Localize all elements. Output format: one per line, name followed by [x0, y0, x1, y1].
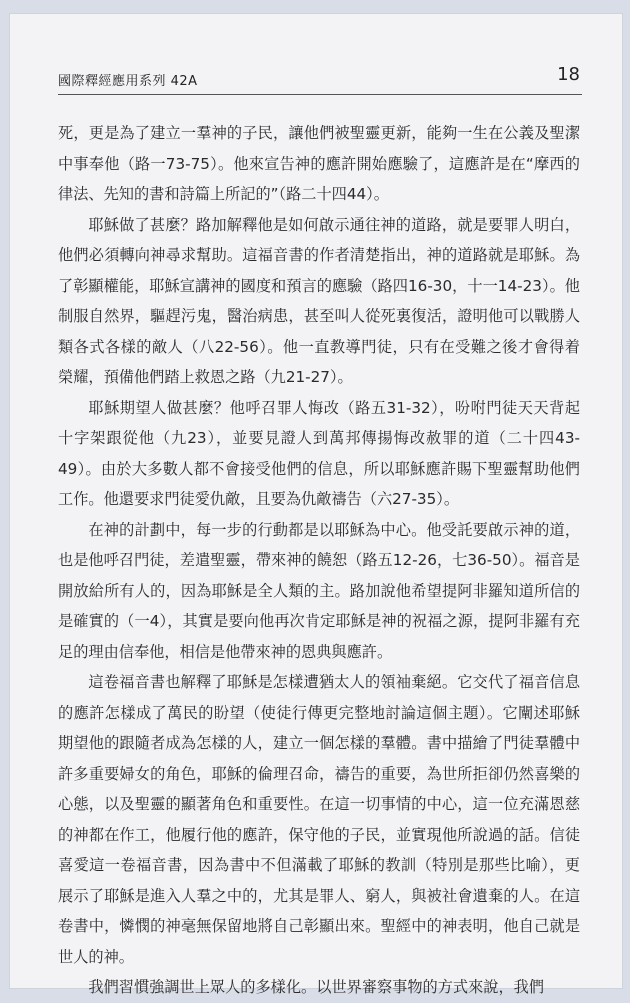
- header-rule: [58, 94, 582, 95]
- paragraph: 在神的計劃中，每一步的行動都是以耶穌為中心。他受託要啟示神的道，也是他呼召門徒，差遣聖靈，帶來神的饒恕（路五12-26，七36-50）。福音是開放給所有人的，因為耶穌是全人類的主。路加說他希望提阿非羅知道所信的是確實的（一4），其實是要向他再次肯定耶穌是神的祝福之源，提阿非羅有充足的理由信奉他，相信是他帶來神的恩典與應許。: [58, 520, 580, 661]
- book-page: [10, 14, 622, 996]
- paragraph: 耶穌做了甚麼？路加解釋他是如何啟示通往神的道路，就是要罪人明白，他們必須轉向神尋求幫助。這福音書的作者清楚指出，神的道路就是耶穌。為了彰顯權能，耶穌宣講神的國度和預言的應驗（路四16-30，十一14-23）。他制服自然界，驅趕污鬼，醫治病患，甚至叫人從死裏復活，證明他可以戰勝人類各式各樣的敵人（八22-56）。他一直教導門徒，只有在受難之後才會得着榮耀，預備他們踏上救恩之路（九21-27）。: [58, 215, 580, 386]
- page-number: 18: [557, 64, 580, 85]
- body-text: [58, 118, 580, 1003]
- paragraph: 死，更是為了建立一羣神的子民，讓他們被聖靈更新，能夠一生在公義及聖潔中事奉他（路一73-75）。他來宣告神的應許開始應驗了，這應許是在“摩西的律法、先知的書和詩篇上所記的”（路二十四44）。: [58, 124, 580, 203]
- paragraph: 我們習慣強調世上眾人的多樣化。以世界審察事物的方式來說，我們: [88, 978, 545, 996]
- paragraph: 這卷福音書也解釋了耶穌是怎樣遭猶太人的領袖棄絕。它交代了福音信息的應許怎樣成了萬民的盼望（使徒行傳更完整地討論這個主題）。它闡述耶穌期望他的跟隨者成為怎樣的人，建立一個怎樣的羣體。書中描繪了門徒羣體中許多重要婦女的角色，耶穌的倫理召命，禱告的重要，為世所拒卻仍然喜樂的心態，以及聖靈的顯著角色和重要性。在這一切事情的中心，這一位充滿恩慈的神都在作工，他履行他的應許，保守他的子民，並實現他所說過的話。信徒喜愛這一卷福音書，因為書中不但滿載了耶穌的教訓（特別是那些比喻），更展示了耶穌是進入人羣之中的，尤其是罪人、窮人，與被社會遺棄的人。在這卷書中，憐憫的神毫無保留地將自己彰顯出來。聖經中的神表明，他自己就是世人的神。: [58, 673, 580, 966]
- running-header: [58, 64, 580, 88]
- series-title: 國際釋經應用系列 42A: [58, 74, 198, 89]
- paragraph: 耶穌期望人做甚麼？他呼召罪人悔改（路五31-32），吩咐門徒天天背起十字架跟從他（九23），並要見證人到萬邦傳揚悔改赦罪的道（二十四43-49）。由於大多數人都不會接受他們的信息，所以耶穌應許賜下聖靈幫助他們工作。他還要求門徒愛仇敵，且要為仇敵禱告（六27-35）。: [58, 398, 581, 508]
